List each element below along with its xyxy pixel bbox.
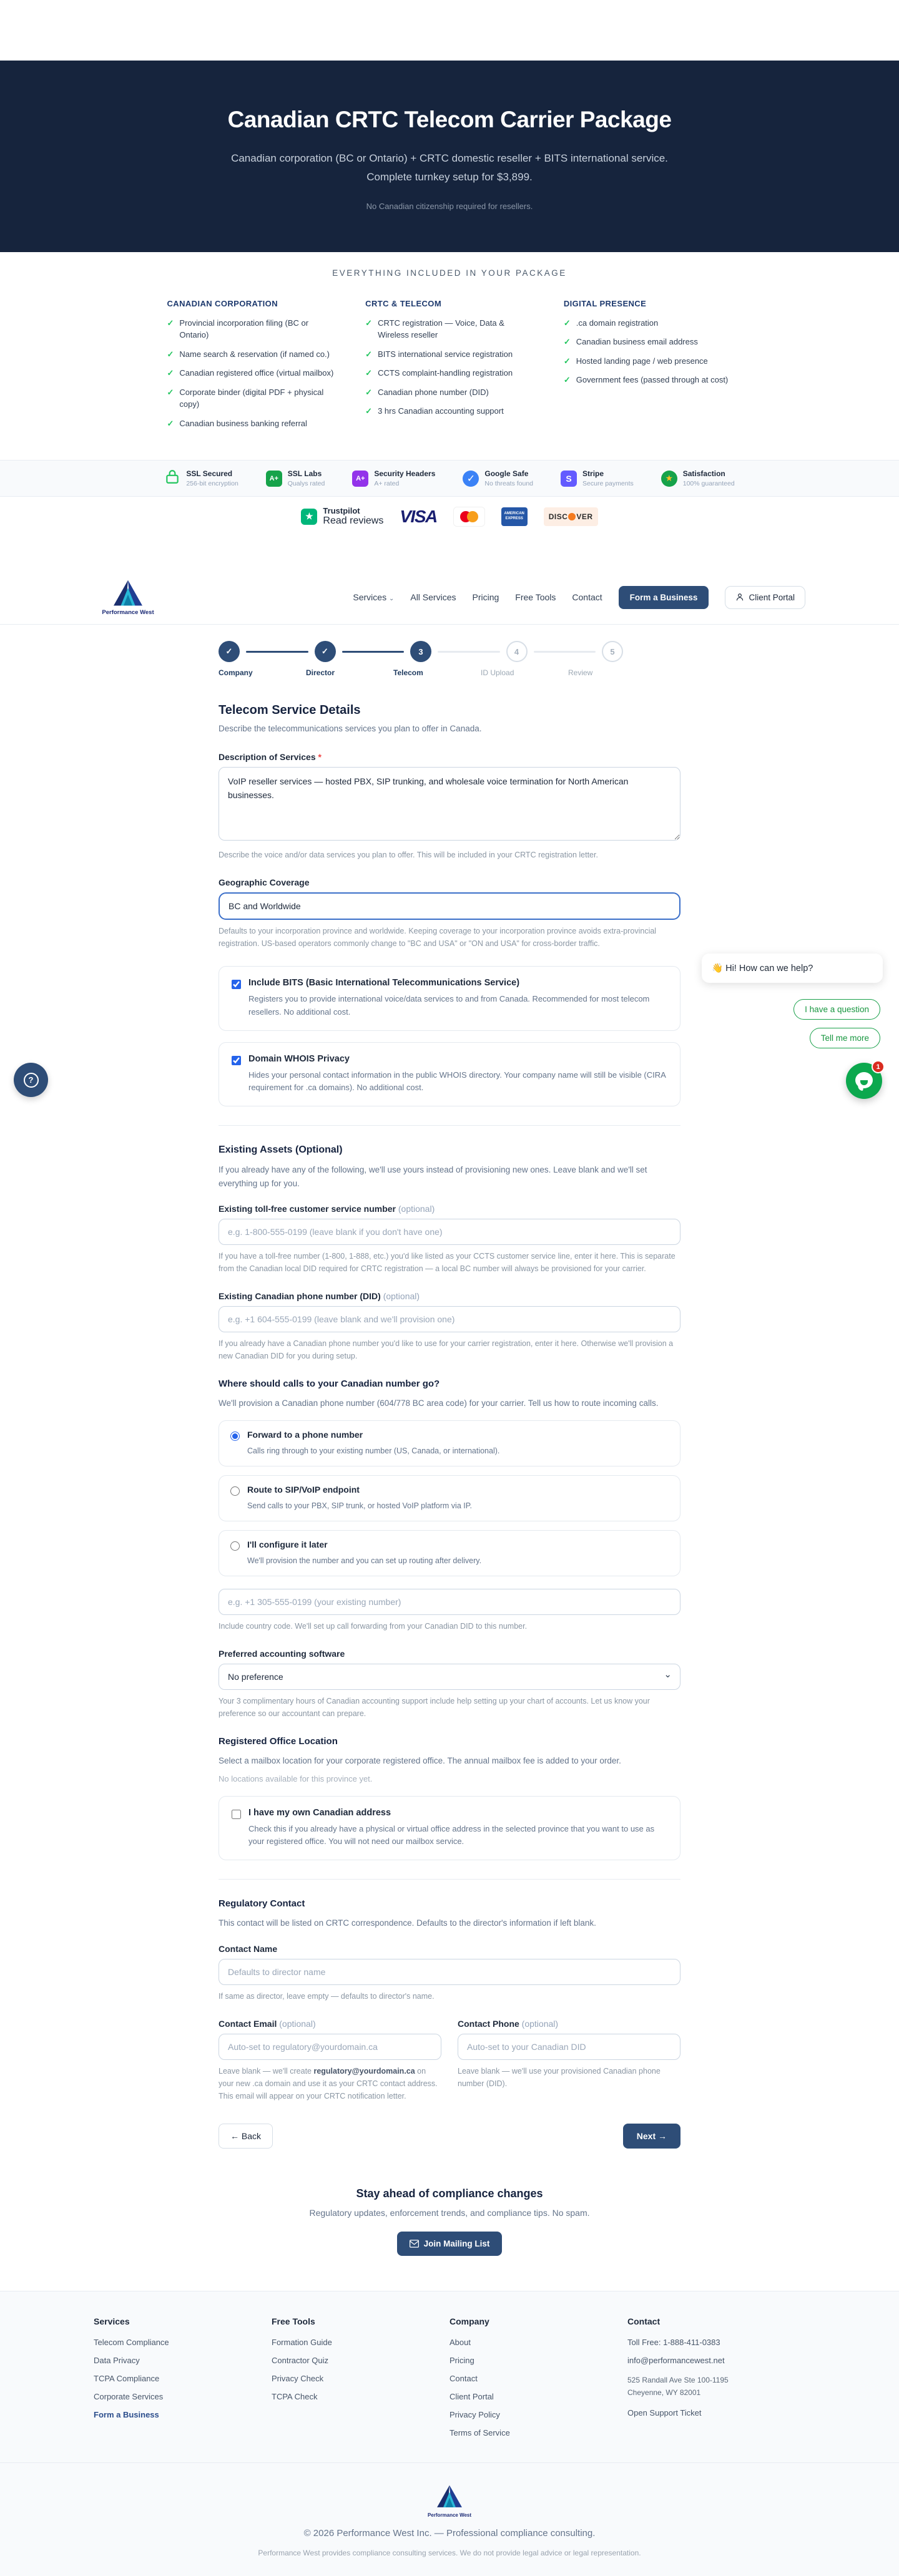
step-number: 5 (610, 646, 615, 656)
existing-assets-intro: If you already have any of the following, we'll use yours instead of provisioning new ones. Leave blank and we'll set everything up for you. (219, 1165, 647, 1188)
badge-title: SSL Secured (186, 469, 233, 478)
routing-option-sip[interactable] (219, 1475, 680, 1521)
step-label-company: Company (219, 668, 253, 677)
footer-link-tcpa-compliance[interactable]: TCPA Compliance (94, 2373, 160, 2383)
included-column-digital (564, 299, 732, 437)
routing-option-later[interactable] (219, 1530, 680, 1576)
section-divider (219, 1879, 680, 1880)
a-plus-badge-icon: A+ (266, 471, 282, 487)
own-address-title: I have my own Canadian address (248, 1807, 391, 1818)
badge-subtitle: Secure payments (582, 480, 634, 487)
check-icon: ✓ (563, 356, 571, 366)
routing-option-desc: Calls ring through to your existing number (US, Canada, or international). (247, 1446, 500, 1455)
footer-support-ticket-link[interactable]: Open Support Ticket (627, 2408, 702, 2417)
footer-link-telecom-compliance[interactable]: Telecom Compliance (94, 2337, 169, 2347)
nav-item-pricing[interactable]: Pricing (472, 592, 499, 602)
accounting-label: Preferred accounting software (219, 1648, 345, 1659)
trustpilot-title: Trustpilot (323, 506, 360, 515)
footer-link-privacy-check[interactable]: Privacy Check (272, 2373, 324, 2383)
step-id-upload-circle[interactable] (506, 641, 528, 662)
payments-row (0, 497, 899, 542)
step-number: 4 (514, 646, 519, 656)
footer-link-about[interactable]: About (450, 2337, 471, 2347)
check-icon: ✓ (365, 349, 373, 359)
footer-email[interactable]: info@performancewest.net (627, 2355, 725, 2365)
list-item-text: 3 hrs Canadian accounting support (378, 406, 504, 416)
whois-checkbox[interactable] (232, 1056, 241, 1065)
satisfaction-star-icon: ★ (661, 471, 677, 487)
forward-number-input[interactable] (219, 1589, 680, 1615)
geographic-label: Geographic Coverage (219, 877, 310, 887)
footer-link-form-a-business[interactable]: Form a Business (94, 2409, 159, 2419)
step-connector (342, 651, 405, 653)
list-item (365, 386, 534, 399)
section-divider (219, 1125, 680, 1126)
question-mark-icon: ? (24, 1073, 39, 1088)
included-column-title: DIGITAL PRESENCE (563, 298, 647, 308)
badge-title: Stripe (582, 469, 604, 478)
list-item-text: CCTS complaint-handling registration (378, 368, 513, 378)
contact-name-input[interactable] (219, 1959, 680, 1985)
routing-option-desc: We'll provision the number and you can set up routing after delivery. (247, 1556, 482, 1565)
footer-logo (0, 2484, 899, 2518)
included-column-title: CANADIAN CORPORATION (167, 298, 278, 308)
nav-item-free-tools[interactable]: Free Tools (515, 592, 556, 602)
check-circle-icon: ✓ (463, 471, 479, 487)
geographic-input[interactable] (219, 892, 680, 920)
trustpilot-subtitle: Read reviews (323, 515, 384, 526)
bits-desc: Registers you to provide international voice/data services to and from Canada. Recommended for most telecom resellers. No additional cost. (248, 994, 650, 1017)
office-empty-note: No locations available for this province yet. (219, 1773, 373, 1783)
forward-number-helper: Include country code. We'll set up call forwarding from your Canadian DID to this number. (219, 1621, 528, 1631)
wizard-stepper (219, 625, 680, 682)
telecom-form (219, 703, 680, 2149)
performance-west-logo[interactable] (94, 579, 162, 616)
contact-phone-label: Contact Phone (optional) (458, 2018, 559, 2029)
footer-tollfree[interactable]: Toll Free: 1-888-411-0383 (627, 2337, 720, 2347)
list-item-text: Canadian business email address (576, 337, 698, 346)
tollfree-helper: If you have a toll-free number (1-800, 1-888, etc.) you'd like listed as your CCTS customer service line, enter it here. This is separate from the Canadian local DID required for CRTC registration — a local BC number will always be provisioned for your carrier. (219, 1252, 675, 1274)
existing-assets-heading: Existing Assets (Optional) (219, 1144, 343, 1156)
footer (0, 2291, 899, 2576)
list-item-text: Canadian phone number (DID) (378, 387, 489, 397)
step-check-icon: ✓ (322, 646, 328, 656)
routing-option-title: I'll configure it later (247, 1539, 328, 1549)
badge-subtitle: A+ rated (374, 480, 400, 487)
whois-desc: Hides your personal contact information in the public WHOIS directory. Your company name will still be visible (CIRA requirement for .ca domains). No additional cost. (248, 1070, 666, 1093)
nav-item-contact[interactable]: Contact (572, 592, 602, 602)
office-heading: Registered Office Location (219, 1735, 338, 1747)
form-lead: Describe the telecommunications services you plan to offer in Canada. (219, 724, 482, 733)
footer-link-formation-guide[interactable]: Formation Guide (272, 2337, 332, 2347)
list-item (167, 317, 336, 341)
step-connector (438, 651, 500, 653)
included-section (0, 252, 899, 461)
step-check-icon: ✓ (225, 646, 233, 656)
newsletter-sub: Regulatory updates, enforcement trends, and compliance tips. No spam. (309, 2207, 590, 2218)
included-eyebrow: EVERYTHING INCLUDED IN YOUR PACKAGE (332, 268, 567, 278)
routing-option-title: Route to SIP/VoIP endpoint (247, 1484, 360, 1495)
footer-link-terms[interactable]: Terms of Service (450, 2427, 510, 2437)
did-helper: If you already have a Canadian phone number you'd like to use for your carrier registration, enter it here. Otherwise we'll provision a new Canadian DID for you during setup. (219, 1339, 674, 1361)
visa-logo: VISA (400, 506, 437, 526)
accounting-helper: Your 3 complimentary hours of Canadian accounting support include help setting up your chart of accounts. Let us know your preference so our accountant can prepare. (219, 1696, 650, 1718)
contact-email-label: Contact Email (optional) (219, 2018, 316, 2029)
step-telecom-circle[interactable] (410, 641, 431, 662)
routing-option-title: Forward to a phone number (247, 1429, 363, 1440)
lock-icon (164, 469, 180, 488)
own-address-checkbox[interactable] (232, 1810, 241, 1819)
bits-checkbox[interactable] (232, 980, 241, 989)
regulatory-heading: Regulatory Contact (219, 1898, 305, 1910)
check-icon: ✓ (167, 387, 174, 397)
hero-subtitle: Canadian corporation (BC or Ontario) + CRTC domestic reseller + BITS international service. Complete turnkey setup for $3,899. (231, 152, 668, 183)
copyright: © 2026 Performance West Inc. — Professional compliance consulting. (303, 2527, 596, 2539)
back-button[interactable]: ← Back (219, 2124, 273, 2149)
check-icon: ✓ (167, 368, 174, 378)
discover-text: VER (576, 512, 593, 521)
list-item (167, 386, 336, 411)
whois-checkbox-card[interactable] (219, 1042, 680, 1107)
list-item-text: Canadian registered office (virtual mailbox) (179, 368, 334, 378)
footer-contact-column (627, 2316, 805, 2446)
step-review-circle[interactable] (602, 641, 623, 662)
list-item-text: Name search & reservation (if named co.) (179, 349, 330, 359)
badge-subtitle: No threats found (484, 480, 534, 487)
description-label: Description of Services * (219, 752, 322, 762)
newsletter-section (0, 2149, 899, 2291)
trust-badge-satisfaction (661, 469, 735, 487)
list-item-text: Hosted landing page / web presence (576, 356, 708, 366)
step-label-review: Review (568, 668, 593, 677)
routing-later-radio[interactable] (230, 1541, 240, 1551)
trustpilot-badge[interactable] (301, 506, 383, 527)
check-icon: ✓ (365, 387, 373, 397)
brand-name: Performance West (102, 608, 154, 616)
list-item-text: Canadian business banking referral (179, 418, 307, 428)
own-address-checkbox-card[interactable] (219, 1796, 680, 1861)
trust-badge-ssllabs (266, 469, 325, 487)
routing-option-forward[interactable] (219, 1420, 680, 1466)
whois-title: Domain WHOIS Privacy (248, 1053, 350, 1064)
a-plus-badge-icon: A+ (352, 471, 368, 487)
check-icon: ✓ (167, 349, 174, 359)
trust-badges-band (0, 460, 899, 497)
description-textarea[interactable] (219, 767, 680, 841)
list-item (365, 348, 534, 361)
form-heading: Telecom Service Details (219, 703, 361, 717)
list-item (365, 405, 534, 417)
routing-sip-radio[interactable] (230, 1486, 240, 1496)
trust-badge-google-safe (463, 469, 533, 487)
join-mailing-list-label: Join Mailing List (423, 2238, 490, 2248)
badge-subtitle: 256-bit encryption (186, 480, 238, 487)
chat-launcher-button[interactable] (846, 1063, 882, 1099)
own-address-desc: Check this if you already have a physical or virtual office address in the selected province that you want to use as your registered office. You will not need our mailbox service. (248, 1823, 655, 1847)
chat-quick-reply-more[interactable]: Tell me more (810, 1028, 880, 1048)
footer-link-pricing[interactable]: Pricing (450, 2355, 474, 2365)
chat-greeting-text: Hi! How can we help? (725, 964, 813, 973)
check-icon: ✓ (167, 418, 174, 428)
client-portal-button[interactable] (725, 586, 805, 609)
list-item (167, 417, 336, 430)
included-column-corporation (167, 299, 336, 437)
list-item-text: BITS international service registration (378, 349, 513, 359)
list-item (564, 355, 732, 368)
brand-logo-mark (435, 2484, 464, 2509)
step-connector (246, 651, 308, 653)
footer-link-corporate-services[interactable]: Corporate Services (94, 2391, 164, 2401)
accounting-select[interactable] (219, 1664, 680, 1690)
step-company-circle[interactable] (219, 641, 240, 662)
geographic-helper: Defaults to your incorporation province and worldwide. Keeping coverage to your incorporation province avoids extra-provincial registration. US-based operators commonly change to "BC and USA" or "ON and USA" for cross-border traffic. (219, 927, 657, 948)
footer-column-title: Services (94, 2316, 130, 2326)
list-item-text: CRTC registration — Voice, Data & Wireless reseller (378, 318, 504, 339)
check-icon: ✓ (365, 318, 373, 328)
optional-tag: (optional) (279, 2018, 316, 2029)
check-icon: ✓ (365, 406, 373, 416)
trust-badge-stripe (561, 469, 634, 487)
chat-launcher-icon (855, 1072, 873, 1088)
tollfree-label: Existing toll-free customer service number (optional) (219, 1204, 435, 1214)
brand-logo-mark (111, 579, 145, 608)
footer-link-contractor-quiz[interactable]: Contractor Quiz (272, 2355, 329, 2365)
bits-title: Include BITS (Basic International Telecommunications Service) (248, 978, 520, 988)
step-label-director: Director (306, 668, 335, 677)
list-item (365, 317, 534, 341)
contact-email-input[interactable] (219, 2034, 441, 2060)
list-item (167, 348, 336, 361)
list-item-text: Provincial incorporation filing (BC or Ontario) (179, 318, 309, 339)
footer-address: 525 Randall Ave Ste 100-1195 Cheyenne, WY 82001 (627, 2375, 729, 2398)
list-item-text: .ca domain registration (576, 318, 659, 328)
list-item (564, 374, 732, 386)
optional-tag: (optional) (398, 1204, 435, 1214)
page-title: Canadian CRTC Telecom Carrier Package (227, 107, 672, 132)
step-number: 3 (418, 646, 423, 656)
check-icon: ✓ (167, 318, 174, 328)
routing-forward-radio[interactable] (230, 1432, 240, 1441)
nav-item-all-services[interactable]: All Services (410, 592, 456, 602)
routing-heading: Where should calls to your Canadian number go? (219, 1378, 440, 1390)
step-label-id-upload: ID Upload (481, 668, 514, 677)
list-item (365, 367, 534, 379)
office-sub: Select a mailbox location for your corporate registered office. The annual mailbox fee is added to your order. (219, 1755, 621, 1765)
footer-link-client-portal[interactable]: Client Portal (450, 2391, 494, 2401)
check-icon: ✓ (365, 368, 373, 378)
footer-bottom (0, 2462, 899, 2576)
contact-name-helper: If same as director, leave empty — defaults to director's name. (219, 1991, 435, 2001)
optional-tag: (optional) (521, 2018, 559, 2029)
footer-column-title: Free Tools (272, 2316, 315, 2326)
contact-name-label: Contact Name (219, 1943, 278, 1954)
next-button[interactable]: Next → (623, 2124, 680, 2149)
check-icon: ✓ (563, 318, 571, 328)
list-item (564, 317, 732, 329)
contact-phone-helper: Leave blank — we'll use your provisioned Canadian phone number (DID). (458, 2066, 661, 2088)
footer-column-title: Company (450, 2316, 489, 2326)
user-icon (735, 593, 744, 602)
list-item-text: Government fees (passed through at cost) (576, 375, 729, 384)
included-column-title: CRTC & TELECOM (365, 298, 442, 308)
chevron-down-icon: ⌄ (388, 595, 395, 602)
footer-link-data-privacy[interactable]: Data Privacy (94, 2355, 140, 2365)
footer-company-column (450, 2316, 627, 2446)
help-fab-button[interactable] (14, 1063, 48, 1097)
trustpilot-star-icon: ★ (301, 509, 317, 525)
footer-column-title: Contact (627, 2316, 661, 2326)
did-label: Existing Canadian phone number (DID) (optional) (219, 1291, 420, 1302)
list-item (564, 336, 732, 348)
client-portal-label: Client Portal (749, 592, 795, 602)
footer-link-privacy-policy[interactable]: Privacy Policy (450, 2409, 500, 2419)
contact-email-helper: Leave blank — we'll create regulatory@yourdomain.ca on your new .ca domain and use it as your CRTC contact address. This email will appear on your CRTC notification letter. (219, 2066, 438, 2100)
discover-dot (568, 513, 576, 520)
footer-brand-name: Performance West (427, 2512, 472, 2518)
form-a-business-button[interactable]: Form a Business (619, 586, 709, 609)
amex-logo: AMERICAN EXPRESS (501, 507, 528, 526)
hero-note: No Canadian citizenship required for resellers. (366, 201, 533, 211)
step-connector (534, 651, 596, 653)
did-input[interactable] (219, 1306, 680, 1332)
stripe-icon: S (561, 471, 577, 487)
bits-checkbox-card[interactable] (219, 966, 680, 1031)
nav-item-services[interactable]: Services ⌄ (353, 592, 395, 602)
footer-link-contact[interactable]: Contact (450, 2373, 478, 2383)
required-asterisk: * (318, 752, 322, 762)
regulatory-sub: This contact will be listed on CRTC correspondence. Defaults to the director's information if left blank. (219, 1918, 596, 1928)
list-item (167, 367, 336, 379)
badge-title: Security Headers (374, 469, 436, 478)
navbar (0, 570, 899, 625)
trust-badge-ssl (164, 469, 238, 488)
routing-option-desc: Send calls to your PBX, SIP trunk, or hosted VoIP platform via IP. (247, 1501, 472, 1510)
badge-subtitle: Qualys rated (287, 480, 325, 487)
check-icon: ✓ (563, 337, 571, 346)
tollfree-input[interactable] (219, 1219, 680, 1245)
trust-badge-security-headers (352, 469, 435, 487)
included-column-crtc (365, 299, 534, 437)
description-helper: Describe the voice and/or data services you plan to offer. This will be included in your CRTC registration letter. (219, 851, 598, 859)
badge-subtitle: 100% guaranteed (682, 480, 735, 487)
badge-title: Google Safe (484, 469, 529, 478)
mastercard-logo (453, 507, 485, 527)
disclaimer: Performance West provides compliance consulting services. We do not provide legal advice or legal representation. (258, 2548, 641, 2557)
mail-icon (410, 2240, 419, 2248)
badge-title: SSL Labs (287, 469, 322, 478)
top-spacer (0, 0, 899, 61)
routing-sub: We'll provision a Canadian phone number (604/778 BC area code) for your carrier. Tell us how to route incoming calls. (219, 1398, 659, 1408)
footer-link-tcpa-check[interactable]: TCPA Check (272, 2391, 318, 2401)
step-label-telecom: Telecom (393, 668, 423, 677)
footer-tools-column (272, 2316, 450, 2446)
wave-emoji: 👋 (712, 964, 724, 973)
join-mailing-list-button[interactable] (397, 2232, 503, 2256)
chat-quick-reply-question[interactable]: I have a question (793, 999, 880, 1020)
badge-title: Satisfaction (682, 469, 725, 478)
check-icon: ✓ (563, 375, 571, 384)
discover-text: DISC (548, 512, 568, 521)
list-item-text: Corporate binder (digital PDF + physical copy) (179, 387, 324, 409)
chat-greeting-bubble[interactable] (702, 954, 883, 983)
chat-unread-badge: 1 (872, 1060, 885, 1073)
discover-logo (544, 507, 598, 526)
contact-phone-input[interactable] (458, 2034, 680, 2060)
footer-services-column (94, 2316, 272, 2446)
newsletter-title: Stay ahead of compliance changes (356, 2187, 543, 2200)
optional-tag: (optional) (383, 1291, 420, 1302)
step-director-circle[interactable] (315, 641, 336, 662)
hero-section (0, 61, 899, 252)
